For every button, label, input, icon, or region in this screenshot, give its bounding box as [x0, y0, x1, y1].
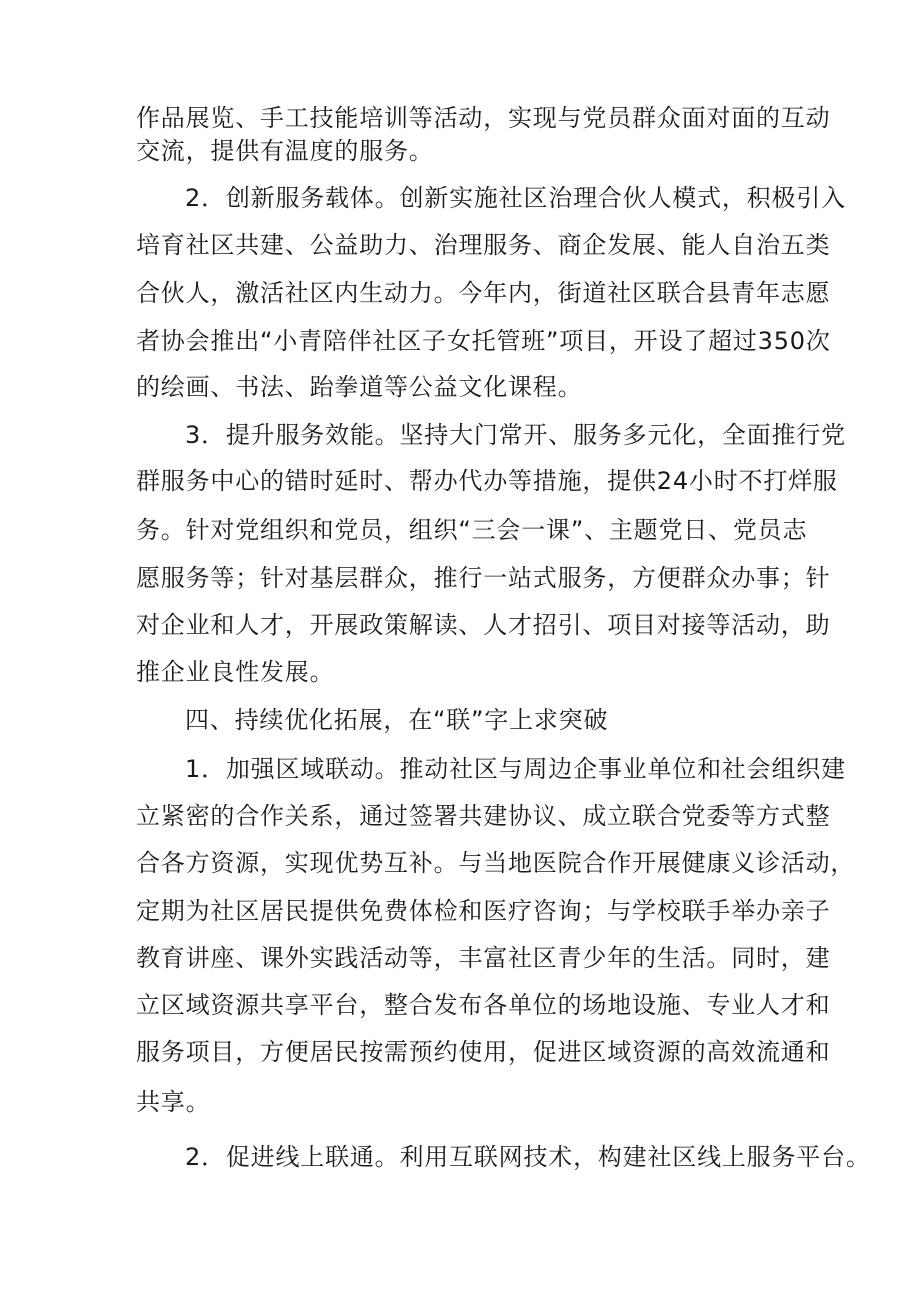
text-line: 定期为社区居民提供免费体检和医疗咨询；与学校联手举办亲子 [136, 897, 831, 925]
text-line: 服务项目，方便居民按需预约使用，促进区域资源的高效流通和 [136, 1038, 831, 1066]
text-line: 者协会推出“小青陪伴社区子女托管班”项目，开设了超过350次 [136, 327, 831, 355]
paragraph-heading: 3．提升服务效能。坚持大门常开、服务多元化，全面推行党 [185, 421, 846, 449]
text-line: 对企业和人才，开展政策解读、人才招引、项目对接等活动，助 [136, 611, 831, 639]
text-line: 合伙人，激活社区内生动力。今年内，街道社区联合县青年志愿 [136, 279, 831, 307]
paragraph-heading: 1．加强区域联动。推动社区与周边企事业单位和社会组织建 [185, 755, 846, 783]
section-heading: 四、持续优化拓展，在“联”字上求突破 [185, 706, 609, 734]
text-line: 立紧密的合作关系，通过签署共建协议、成立联合党委等方式整 [136, 802, 831, 830]
paragraph-heading: 2．促进线上联通。利用互联网技术，构建社区线上服务平台。 [185, 1143, 871, 1171]
text-line: 愿服务等；针对基层群众，推行一站式服务，方便群众办事；针 [136, 564, 831, 592]
text-line: 合各方资源，实现优势互补。与当地医院合作开展健康义诊活动， [136, 849, 856, 877]
text-line: 培育社区共建、公益助力、治理服务、商企发展、能人自治五类 [136, 231, 831, 259]
text-line: 立区域资源共享平台，整合发布各单位的场地设施、专业人才和 [136, 991, 831, 1019]
text-line: 推企业良性发展。 [136, 658, 335, 686]
text-line: 共享。 [136, 1088, 211, 1116]
text-line: 教育讲座、课外实践活动等，丰富社区青少年的生活。同时，建 [136, 944, 831, 972]
text-line: 交流，提供有温度的服务。 [136, 137, 434, 165]
text-line: 作品展览、手工技能培训等活动，实现与党员群众面对面的互动 [136, 104, 831, 132]
paragraph-heading: 2．创新服务载体。创新实施社区治理合伙人模式，积极引入 [185, 184, 846, 212]
text-line: 务。针对党组织和党员，组织“三会一课”、主题党日、党员志 [136, 516, 808, 544]
text-line: 的绘画、书法、跆拳道等公益文化课程。 [136, 373, 583, 401]
text-line: 群服务中心的错时延时、帮办代办等措施，提供24小时不打烊服 [136, 467, 838, 495]
